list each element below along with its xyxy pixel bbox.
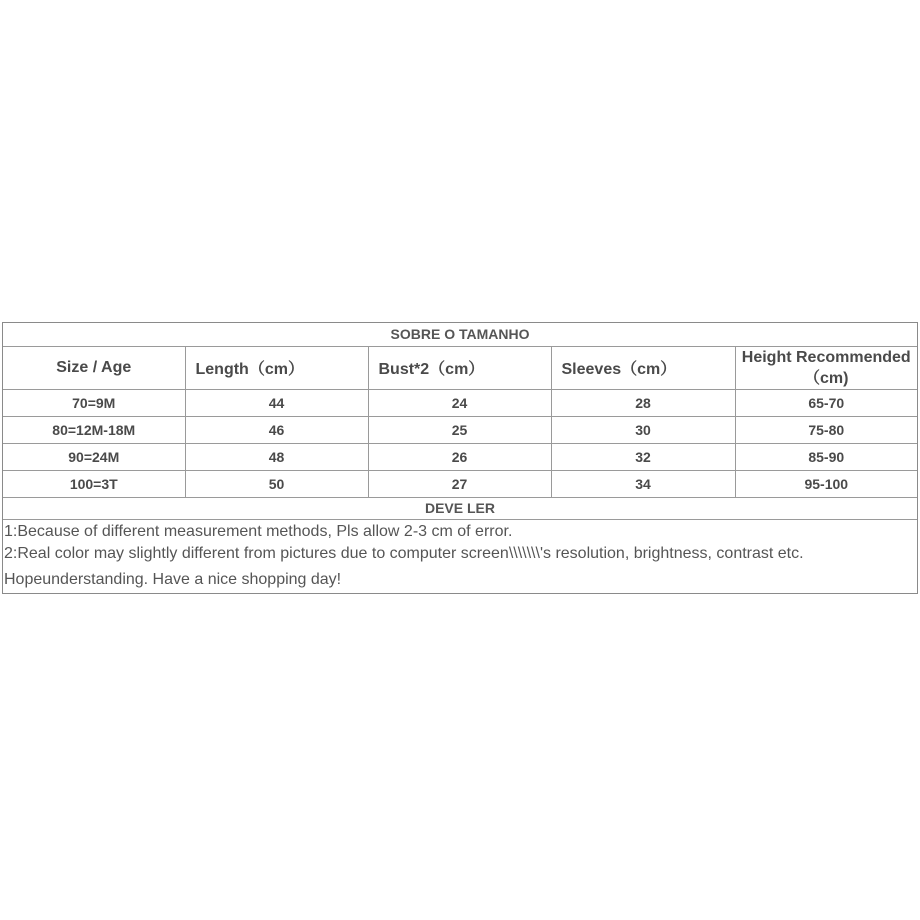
cell-height: 75-80 [735,417,917,444]
note-line: Hopeunderstanding. Have a nice shopping day! [4,571,342,588]
column-header-height: Height Recommended（cm) [735,346,917,390]
size-chart-title: SOBRE O TAMANHO [3,323,917,347]
notes-title: DEVE LER [3,498,917,520]
cell-bust: 26 [368,444,551,471]
column-header-bust: Bust*2（cm） [368,346,551,390]
table-header-row [3,346,917,390]
cell-sleeves: 28 [551,390,735,417]
cell-bust: 25 [368,417,551,444]
cell-size: 100=3T [3,471,185,498]
cell-sleeves: 32 [551,444,735,471]
column-header-length: Length（cm） [185,346,368,390]
cell-height: 65-70 [735,390,917,417]
cell-size: 70=9M [3,390,185,417]
table-row [3,444,917,471]
cell-length: 46 [185,417,368,444]
cell-bust: 24 [368,390,551,417]
cell-length: 48 [185,444,368,471]
cell-length: 50 [185,471,368,498]
table-row [3,417,917,444]
cell-size: 90=24M [3,444,185,471]
note-line: 2:Real color may slightly different from pictures due to computer screen\\\\\\\'s resolution, brightness, contrast etc. [4,545,804,562]
cell-sleeves: 30 [551,417,735,444]
size-table [3,346,917,498]
size-chart [2,322,918,594]
cell-sleeves: 34 [551,471,735,498]
column-header-size-age: Size / Age [3,346,185,390]
table-row [3,471,917,498]
column-header-sleeves: Sleeves（cm） [551,346,735,390]
cell-height: 95-100 [735,471,917,498]
table-row [3,390,917,417]
cell-length: 44 [185,390,368,417]
cell-size: 80=12M-18M [3,417,185,444]
note-line: 1:Because of different measurement methods, Pls allow 2-3 cm of error. [4,523,513,540]
cell-bust: 27 [368,471,551,498]
cell-height: 85-90 [735,444,917,471]
